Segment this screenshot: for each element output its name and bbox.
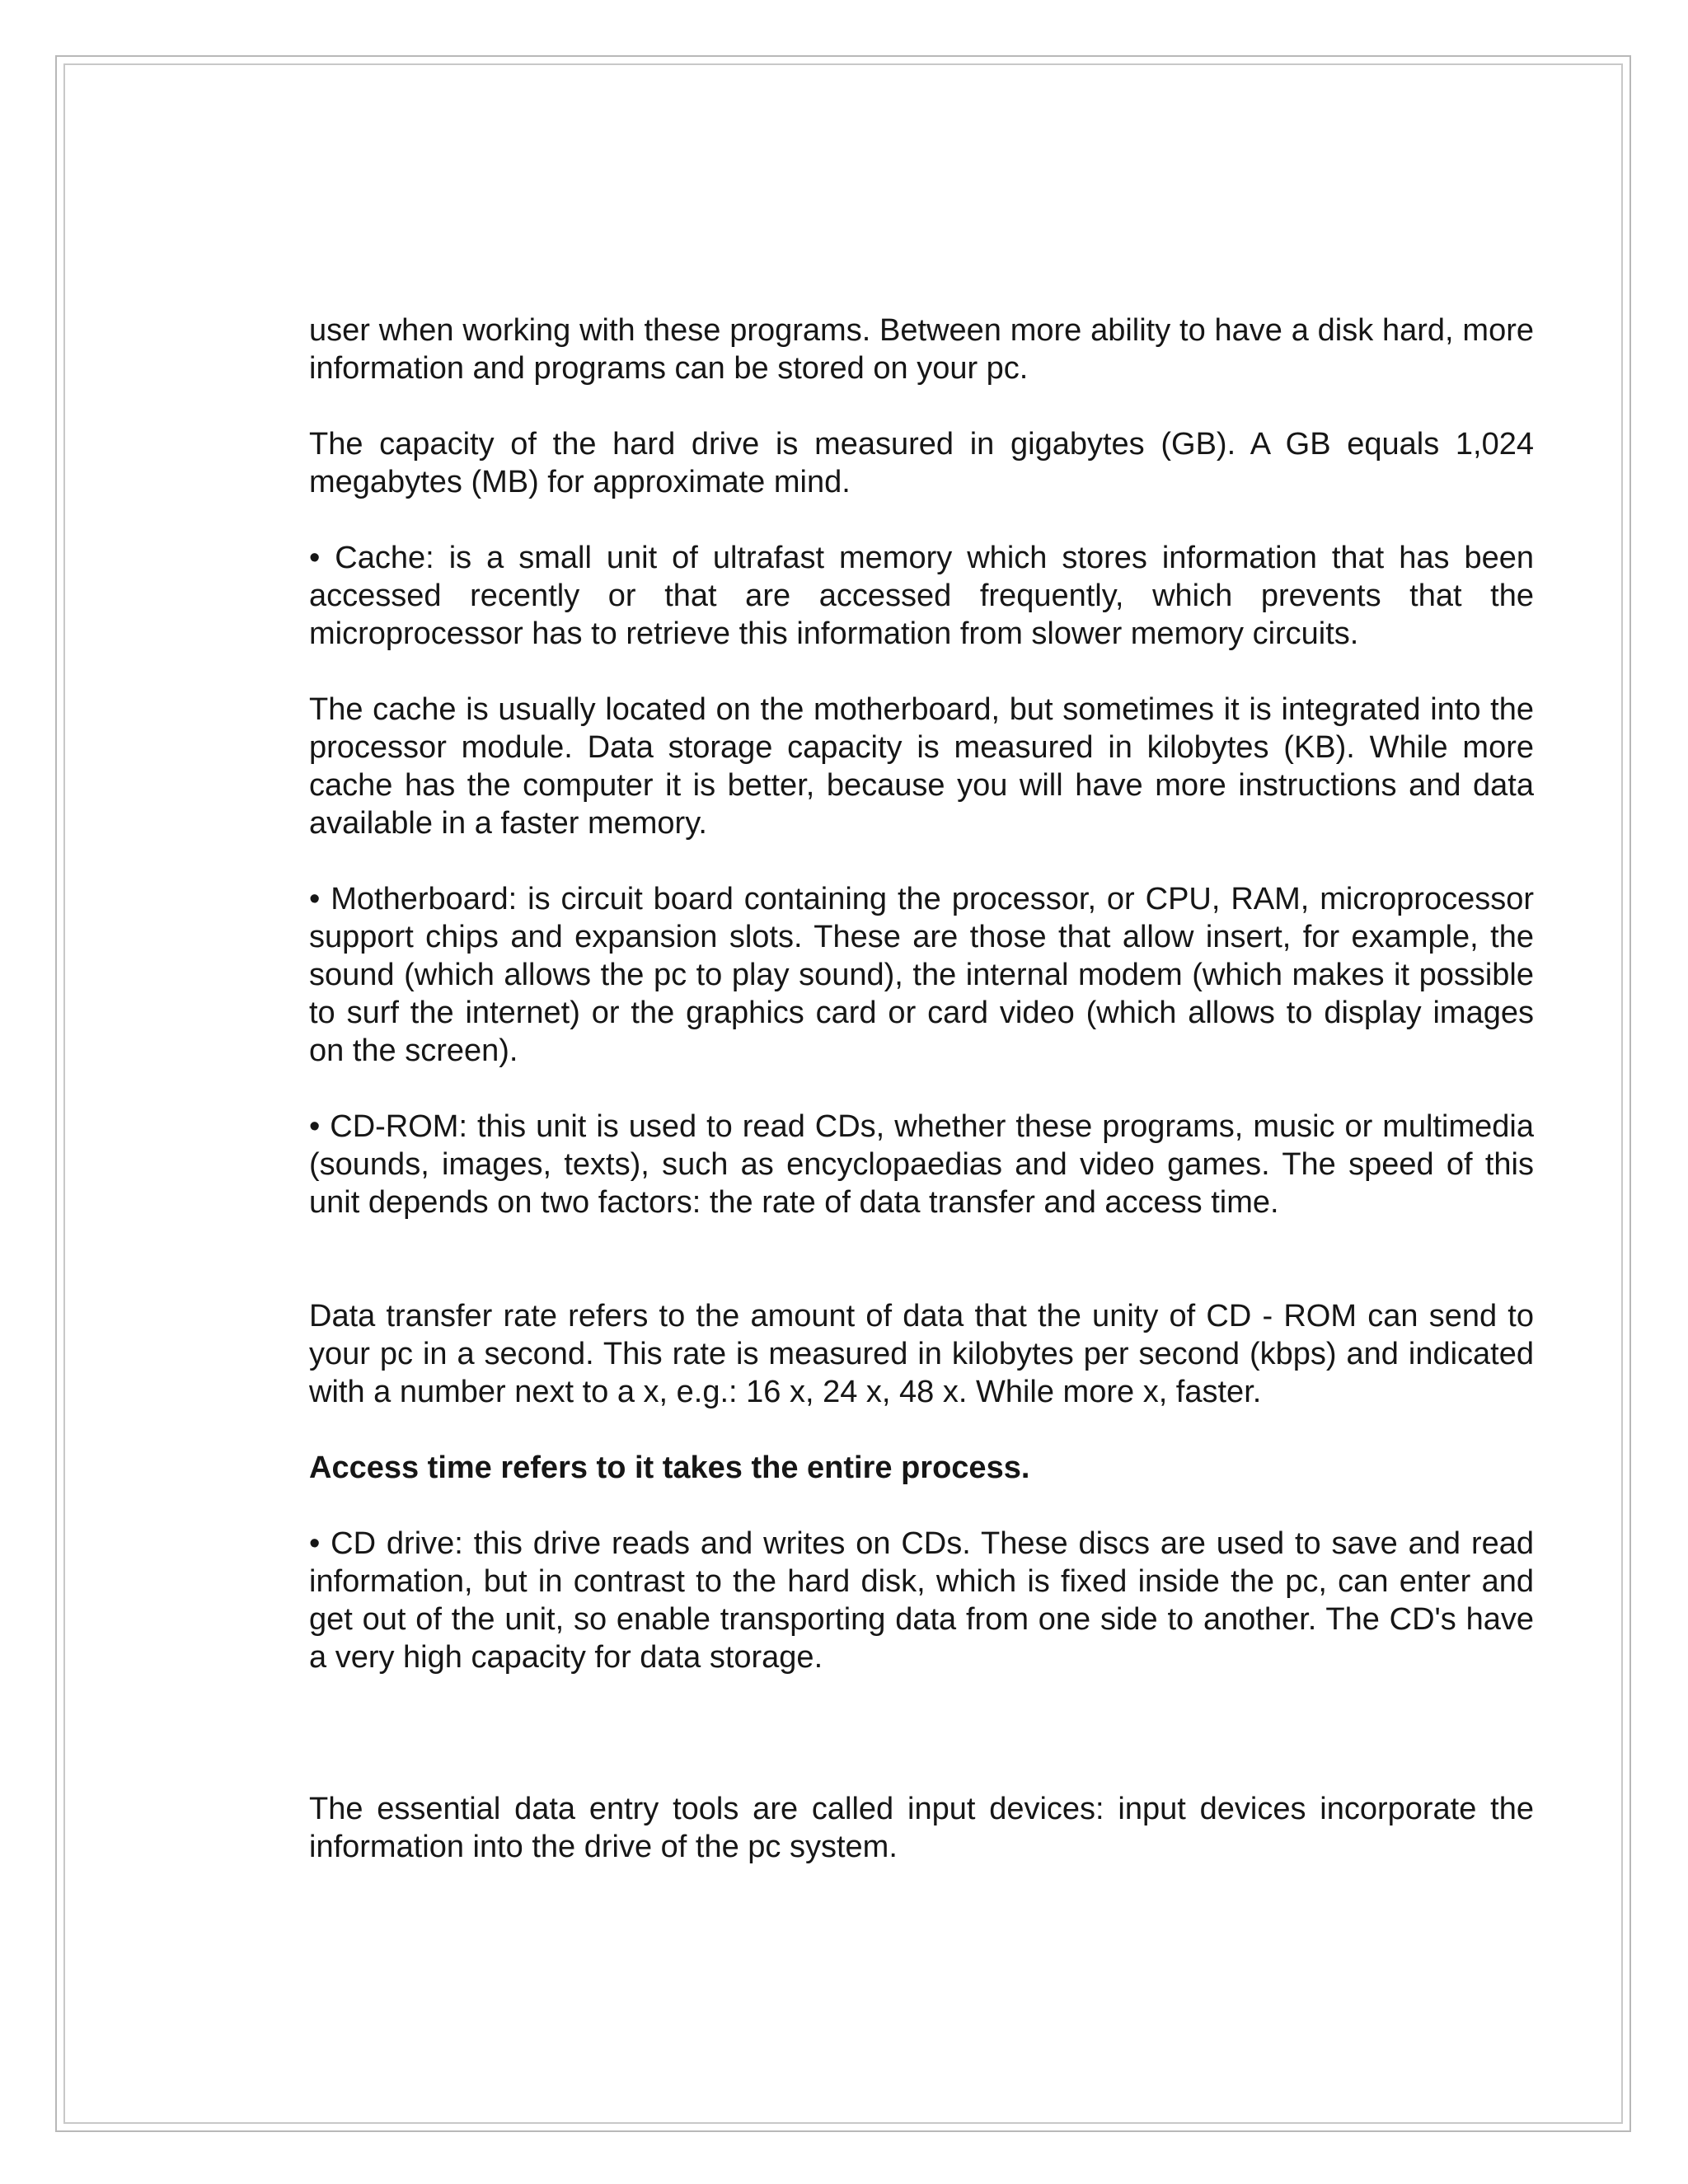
document-body	[309, 312, 1534, 1866]
paragraph-data-transfer-rate: Data transfer rate refers to the amount of data that the unity of CD - ROM can send to your pc in a second. This rate is measured in kilobytes per second (kbps) and indicated with a number next to a x, e.g.: 16 x, 24 x, 48 x. While more x, faster.	[309, 1299, 1534, 1409]
paragraph-hard-disk-intro: user when working with these programs. Between more ability to have a disk hard, more information and programs can be stored on your pc.	[309, 313, 1534, 386]
paragraph-motherboard: • Motherboard: is circuit board containing the processor, or CPU, RAM, microprocessor support chips and expansion slots. These are those that allow insert, for example, the sound (which allows the pc to play sound), the internal modem (which makes it possible to surf the internet) or the graphics card or card video (which allows to display images on the screen).	[309, 882, 1534, 1068]
paragraph-access-time: Access time refers to it takes the entire process.	[309, 1451, 1030, 1485]
paragraph-cd-rom: • CD-ROM: this unit is used to read CDs, whether these programs, music or multimedia (sounds, images, texts), such as encyclopaedias and video games. The speed of this unit depends on two factors: the rate of data transfer and access time.	[309, 1109, 1534, 1220]
paragraph-hard-drive-capacity: The capacity of the hard drive is measured in gigabytes (GB). A GB equals 1,024 megabytes (MB) for approximate mind.	[309, 427, 1534, 499]
paragraph-cache-location: The cache is usually located on the motherboard, but sometimes it is integrated into the processor module. Data storage capacity is measured in kilobytes (KB). While more cache has the computer it is better, because you will have more instructions and data available in a faster memory.	[309, 692, 1534, 841]
paragraph-input-devices: The essential data entry tools are called input devices: input devices incorporate the information into the drive of the pc system.	[309, 1792, 1534, 1864]
paragraph-cd-drive: • CD drive: this drive reads and writes on CDs. These discs are used to save and read information, but in contrast to the hard disk, which is fixed inside the pc, can enter and get out of the unit, so enable transporting data from one side to another. The CD's have a very high capacity for data storage.	[309, 1526, 1534, 1675]
paragraph-cache: • Cache: is a small unit of ultrafast memory which stores information that has been accessed recently or that are accessed frequently, which prevents that the microprocessor has to retrieve this information from slower memory circuits.	[309, 541, 1534, 651]
